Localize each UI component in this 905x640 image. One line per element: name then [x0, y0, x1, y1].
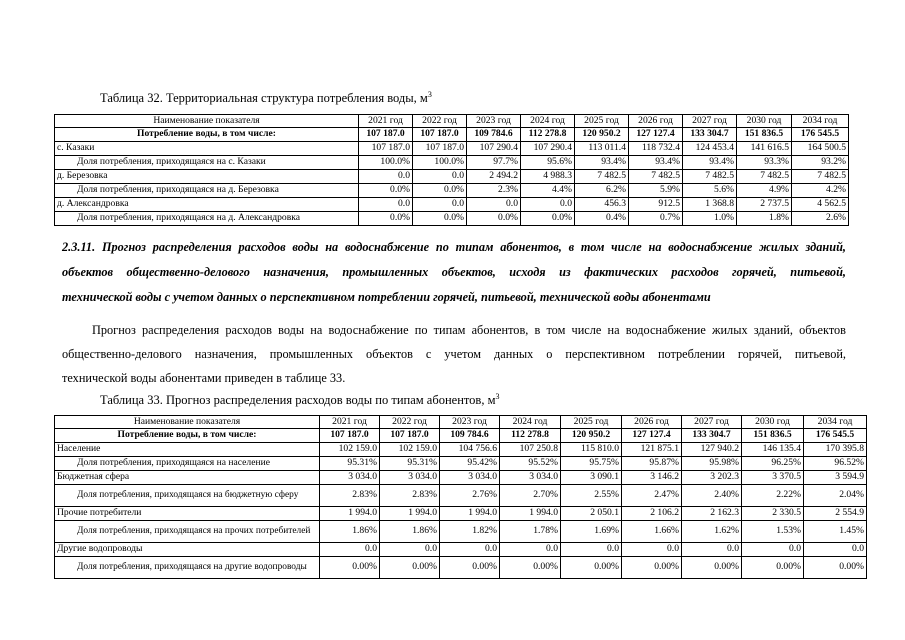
- value-cell: 0.0: [359, 198, 413, 212]
- value-cell: 2.83%: [380, 485, 440, 507]
- table-row: [55, 443, 867, 457]
- value-cell: 100.0%: [359, 156, 413, 170]
- value-cell: 107 187.0: [413, 142, 467, 156]
- header-year-cell: 2023 год: [440, 416, 500, 429]
- row-name-cell: Бюджетная сфера: [55, 471, 320, 485]
- table32-header-row: [55, 115, 849, 128]
- section-heading-line: 2.3.11. Прогноз распределения расходов воды на водоснабжение по типам абонентов, в том числе на водоснабжение жилых зданий,: [62, 240, 846, 254]
- value-cell: 2.04%: [804, 485, 867, 507]
- value-cell: 1.62%: [682, 521, 742, 543]
- header-year-cell: 2021 год: [320, 416, 380, 429]
- value-cell: 7 482.5: [629, 170, 683, 184]
- value-cell: 3 034.0: [440, 471, 500, 485]
- value-cell: 0.0: [742, 543, 804, 557]
- row-name-cell: Доля потребления, приходящаяся на население: [55, 457, 320, 471]
- value-cell: 1.69%: [561, 521, 622, 543]
- header-year-cell: 2023 год: [467, 115, 521, 128]
- value-cell: 146 135.4: [742, 443, 804, 457]
- value-cell: 4.9%: [737, 184, 792, 198]
- value-cell: 95.31%: [380, 457, 440, 471]
- header-year-cell: 2022 год: [413, 115, 467, 128]
- value-cell: 127 127.4: [629, 128, 683, 142]
- value-cell: 164 500.5: [792, 142, 849, 156]
- paragraph-line: технической воды абонентами приведен в таблице 33.: [62, 371, 346, 385]
- table-row: [55, 485, 867, 507]
- row-name-cell: Потребление воды, в том числе:: [55, 429, 320, 443]
- value-cell: 107 187.0: [359, 142, 413, 156]
- value-cell: 121 875.1: [622, 443, 682, 457]
- section-heading-line: объектов общественно-делового назначения, промышленных объектов, исходя из фактических расходов горячей, питьевой,: [62, 265, 846, 279]
- section-heading: [62, 235, 846, 310]
- header-year-cell: 2026 год: [629, 115, 683, 128]
- value-cell: 1.78%: [500, 521, 561, 543]
- value-cell: 2.40%: [682, 485, 742, 507]
- header-year-cell: 2027 год: [683, 115, 737, 128]
- header-year-cell: 2026 год: [622, 416, 682, 429]
- value-cell: 0.0: [500, 543, 561, 557]
- value-cell: 133 304.7: [682, 429, 742, 443]
- value-cell: 0.0: [413, 170, 467, 184]
- value-cell: 102 159.0: [320, 443, 380, 457]
- table32-caption-unit-sup: 3: [427, 90, 432, 99]
- value-cell: 107 187.0: [380, 429, 440, 443]
- value-cell: 2.76%: [440, 485, 500, 507]
- value-cell: 1.66%: [622, 521, 682, 543]
- table-row: [55, 142, 849, 156]
- value-cell: 107 250.8: [500, 443, 561, 457]
- value-cell: 2.83%: [320, 485, 380, 507]
- value-cell: 97.7%: [467, 156, 521, 170]
- value-cell: 95.31%: [320, 457, 380, 471]
- value-cell: 2 162.3: [682, 507, 742, 521]
- value-cell: 95.87%: [622, 457, 682, 471]
- value-cell: 102 159.0: [380, 443, 440, 457]
- value-cell: 115 810.0: [561, 443, 622, 457]
- table32-caption-text: Таблица 32. Территориальная структура потребления воды, м: [100, 91, 428, 106]
- value-cell: 141 616.5: [737, 142, 792, 156]
- header-year-cell: 2025 год: [561, 416, 622, 429]
- value-cell: 0.0%: [413, 184, 467, 198]
- value-cell: 100.0%: [413, 156, 467, 170]
- paragraph-line: Прогноз распределения расходов воды на водоснабжение по типам абонентов, в том числе на водоснабжение жилых зданий, объектов: [92, 323, 846, 337]
- value-cell: 1 368.8: [683, 198, 737, 212]
- value-cell: 1 994.0: [500, 507, 561, 521]
- value-cell: 3 034.0: [500, 471, 561, 485]
- value-cell: 0.00%: [500, 557, 561, 579]
- value-cell: 2.22%: [742, 485, 804, 507]
- value-cell: 3 034.0: [320, 471, 380, 485]
- value-cell: 7 482.5: [792, 170, 849, 184]
- value-cell: 0.00%: [380, 557, 440, 579]
- value-cell: 170 395.8: [804, 443, 867, 457]
- value-cell: 1.53%: [742, 521, 804, 543]
- header-year-cell: 2027 год: [682, 416, 742, 429]
- table-row: [55, 507, 867, 521]
- row-name-cell: Другие водопроводы: [55, 543, 320, 557]
- table-row: [55, 457, 867, 471]
- value-cell: 109 784.6: [440, 429, 500, 443]
- value-cell: 2 554.9: [804, 507, 867, 521]
- value-cell: 113 011.4: [575, 142, 629, 156]
- value-cell: 7 482.5: [737, 170, 792, 184]
- table-row: [55, 543, 867, 557]
- table-row: [55, 212, 849, 226]
- row-name-cell: Потребление воды, в том числе:: [55, 128, 359, 142]
- value-cell: 3 090.1: [561, 471, 622, 485]
- value-cell: 5.9%: [629, 184, 683, 198]
- header-year-cell: 2030 год: [742, 416, 804, 429]
- value-cell: 1 994.0: [440, 507, 500, 521]
- table-row: [55, 471, 867, 485]
- value-cell: 0.4%: [575, 212, 629, 226]
- value-cell: 0.0: [561, 543, 622, 557]
- value-cell: 1 994.0: [320, 507, 380, 521]
- header-year-cell: 2024 год: [500, 416, 561, 429]
- value-cell: 7 482.5: [575, 170, 629, 184]
- value-cell: 3 370.5: [742, 471, 804, 485]
- value-cell: 107 290.4: [467, 142, 521, 156]
- value-cell: 93.4%: [629, 156, 683, 170]
- section-heading-line: технической воды с учетом данных о перспективном потреблении горячей, питьевой, технической воды абонентами: [62, 290, 711, 304]
- value-cell: 133 304.7: [683, 128, 737, 142]
- value-cell: 1.82%: [440, 521, 500, 543]
- value-cell: 0.0: [467, 198, 521, 212]
- value-cell: 5.6%: [683, 184, 737, 198]
- paragraph-line: общественно-делового назначения, промышленных объектов с учетом данных о перспективном потреблении горячей, питьевой,: [62, 347, 846, 361]
- value-cell: 95.52%: [500, 457, 561, 471]
- value-cell: 2 050.1: [561, 507, 622, 521]
- value-cell: 107 187.0: [320, 429, 380, 443]
- value-cell: 151 836.5: [737, 128, 792, 142]
- value-cell: 0.00%: [622, 557, 682, 579]
- value-cell: 109 784.6: [467, 128, 521, 142]
- value-cell: 0.0: [440, 543, 500, 557]
- header-name-cell: Наименование показателя: [55, 416, 320, 429]
- header-year-cell: 2025 год: [575, 115, 629, 128]
- value-cell: 4 988.3: [521, 170, 575, 184]
- table-row: [55, 557, 867, 579]
- value-cell: 0.0: [804, 543, 867, 557]
- value-cell: 93.4%: [683, 156, 737, 170]
- row-name-cell: д. Березовка: [55, 170, 359, 184]
- header-year-cell: 2021 год: [359, 115, 413, 128]
- value-cell: 0.00%: [742, 557, 804, 579]
- value-cell: 0.0%: [521, 212, 575, 226]
- value-cell: 124 453.4: [683, 142, 737, 156]
- table-row: [55, 184, 849, 198]
- value-cell: 4.4%: [521, 184, 575, 198]
- table33-header-row: [55, 416, 867, 429]
- value-cell: 2.70%: [500, 485, 561, 507]
- value-cell: 120 950.2: [561, 429, 622, 443]
- table33-caption-text: Таблица 33. Прогноз распределения расходов воды по типам абонентов, м: [100, 393, 496, 408]
- value-cell: 0.0: [320, 543, 380, 557]
- value-cell: 1.8%: [737, 212, 792, 226]
- value-cell: 151 836.5: [742, 429, 804, 443]
- value-cell: 0.00%: [320, 557, 380, 579]
- table33-caption: [100, 392, 500, 408]
- value-cell: 1.0%: [683, 212, 737, 226]
- value-cell: 107 290.4: [521, 142, 575, 156]
- value-cell: 6.2%: [575, 184, 629, 198]
- value-cell: 96.25%: [742, 457, 804, 471]
- value-cell: 0.0%: [467, 212, 521, 226]
- value-cell: 0.0: [622, 543, 682, 557]
- value-cell: 2 494.2: [467, 170, 521, 184]
- value-cell: 1.86%: [320, 521, 380, 543]
- value-cell: 3 034.0: [380, 471, 440, 485]
- table-row: [55, 156, 849, 170]
- header-year-cell: 2034 год: [804, 416, 867, 429]
- value-cell: 120 950.2: [575, 128, 629, 142]
- value-cell: 2.47%: [622, 485, 682, 507]
- value-cell: 107 187.0: [413, 128, 467, 142]
- value-cell: 0.0%: [359, 184, 413, 198]
- body-paragraph: [62, 318, 846, 390]
- value-cell: 0.00%: [682, 557, 742, 579]
- value-cell: 3 594.9: [804, 471, 867, 485]
- row-name-cell: Доля потребления, приходящаяся на прочих потребителей: [55, 521, 320, 543]
- table-row: [55, 170, 849, 184]
- value-cell: 95.42%: [440, 457, 500, 471]
- value-cell: 112 278.8: [521, 128, 575, 142]
- header-year-cell: 2024 год: [521, 115, 575, 128]
- value-cell: 1 994.0: [380, 507, 440, 521]
- row-name-cell: Население: [55, 443, 320, 457]
- value-cell: 0.7%: [629, 212, 683, 226]
- value-cell: 2.6%: [792, 212, 849, 226]
- value-cell: 96.52%: [804, 457, 867, 471]
- value-cell: 118 732.4: [629, 142, 683, 156]
- value-cell: 1.45%: [804, 521, 867, 543]
- value-cell: 127 940.2: [682, 443, 742, 457]
- value-cell: 4 562.5: [792, 198, 849, 212]
- value-cell: 0.0%: [413, 212, 467, 226]
- value-cell: 127 127.4: [622, 429, 682, 443]
- table-row: [55, 429, 867, 443]
- value-cell: 0.0: [380, 543, 440, 557]
- value-cell: 2.55%: [561, 485, 622, 507]
- row-name-cell: Доля потребления, приходящаяся на с. Казаки: [55, 156, 359, 170]
- value-cell: 0.0: [682, 543, 742, 557]
- value-cell: 0.00%: [561, 557, 622, 579]
- value-cell: 2 106.2: [622, 507, 682, 521]
- table33-caption-unit-sup: 3: [495, 392, 500, 401]
- table32: [54, 114, 849, 226]
- row-name-cell: Доля потребления, приходящаяся на д. Александровка: [55, 212, 359, 226]
- table33: [54, 415, 867, 579]
- value-cell: 0.00%: [440, 557, 500, 579]
- table-row: [55, 198, 849, 212]
- value-cell: 4.2%: [792, 184, 849, 198]
- value-cell: 0.0: [359, 170, 413, 184]
- row-name-cell: Доля потребления, приходящаяся на другие водопроводы: [55, 557, 320, 579]
- table-row: [55, 128, 849, 142]
- table32-caption: [100, 90, 432, 106]
- header-year-cell: 2022 год: [380, 416, 440, 429]
- value-cell: 456.3: [575, 198, 629, 212]
- value-cell: 1.86%: [380, 521, 440, 543]
- value-cell: 912.5: [629, 198, 683, 212]
- header-name-cell: Наименование показателя: [55, 115, 359, 128]
- value-cell: 93.4%: [575, 156, 629, 170]
- value-cell: 107 187.0: [359, 128, 413, 142]
- value-cell: 95.6%: [521, 156, 575, 170]
- table-row: [55, 521, 867, 543]
- value-cell: 112 278.8: [500, 429, 561, 443]
- value-cell: 104 756.6: [440, 443, 500, 457]
- row-name-cell: д. Александровка: [55, 198, 359, 212]
- header-year-cell: 2034 год: [792, 115, 849, 128]
- row-name-cell: Доля потребления, приходящаяся на д. Березовка: [55, 184, 359, 198]
- row-name-cell: Прочие потребители: [55, 507, 320, 521]
- header-year-cell: 2030 год: [737, 115, 792, 128]
- value-cell: 0.0: [521, 198, 575, 212]
- value-cell: 0.0%: [359, 212, 413, 226]
- row-name-cell: Доля потребления, приходящаяся на бюджетную сферу: [55, 485, 320, 507]
- value-cell: 93.3%: [737, 156, 792, 170]
- value-cell: 95.75%: [561, 457, 622, 471]
- row-name-cell: с. Казаки: [55, 142, 359, 156]
- value-cell: 93.2%: [792, 156, 849, 170]
- value-cell: 2 737.5: [737, 198, 792, 212]
- value-cell: 3 146.2: [622, 471, 682, 485]
- value-cell: 2.3%: [467, 184, 521, 198]
- value-cell: 0.0: [413, 198, 467, 212]
- value-cell: 176 545.5: [792, 128, 849, 142]
- value-cell: 3 202.3: [682, 471, 742, 485]
- value-cell: 2 330.5: [742, 507, 804, 521]
- value-cell: 95.98%: [682, 457, 742, 471]
- value-cell: 7 482.5: [683, 170, 737, 184]
- value-cell: 176 545.5: [804, 429, 867, 443]
- value-cell: 0.00%: [804, 557, 867, 579]
